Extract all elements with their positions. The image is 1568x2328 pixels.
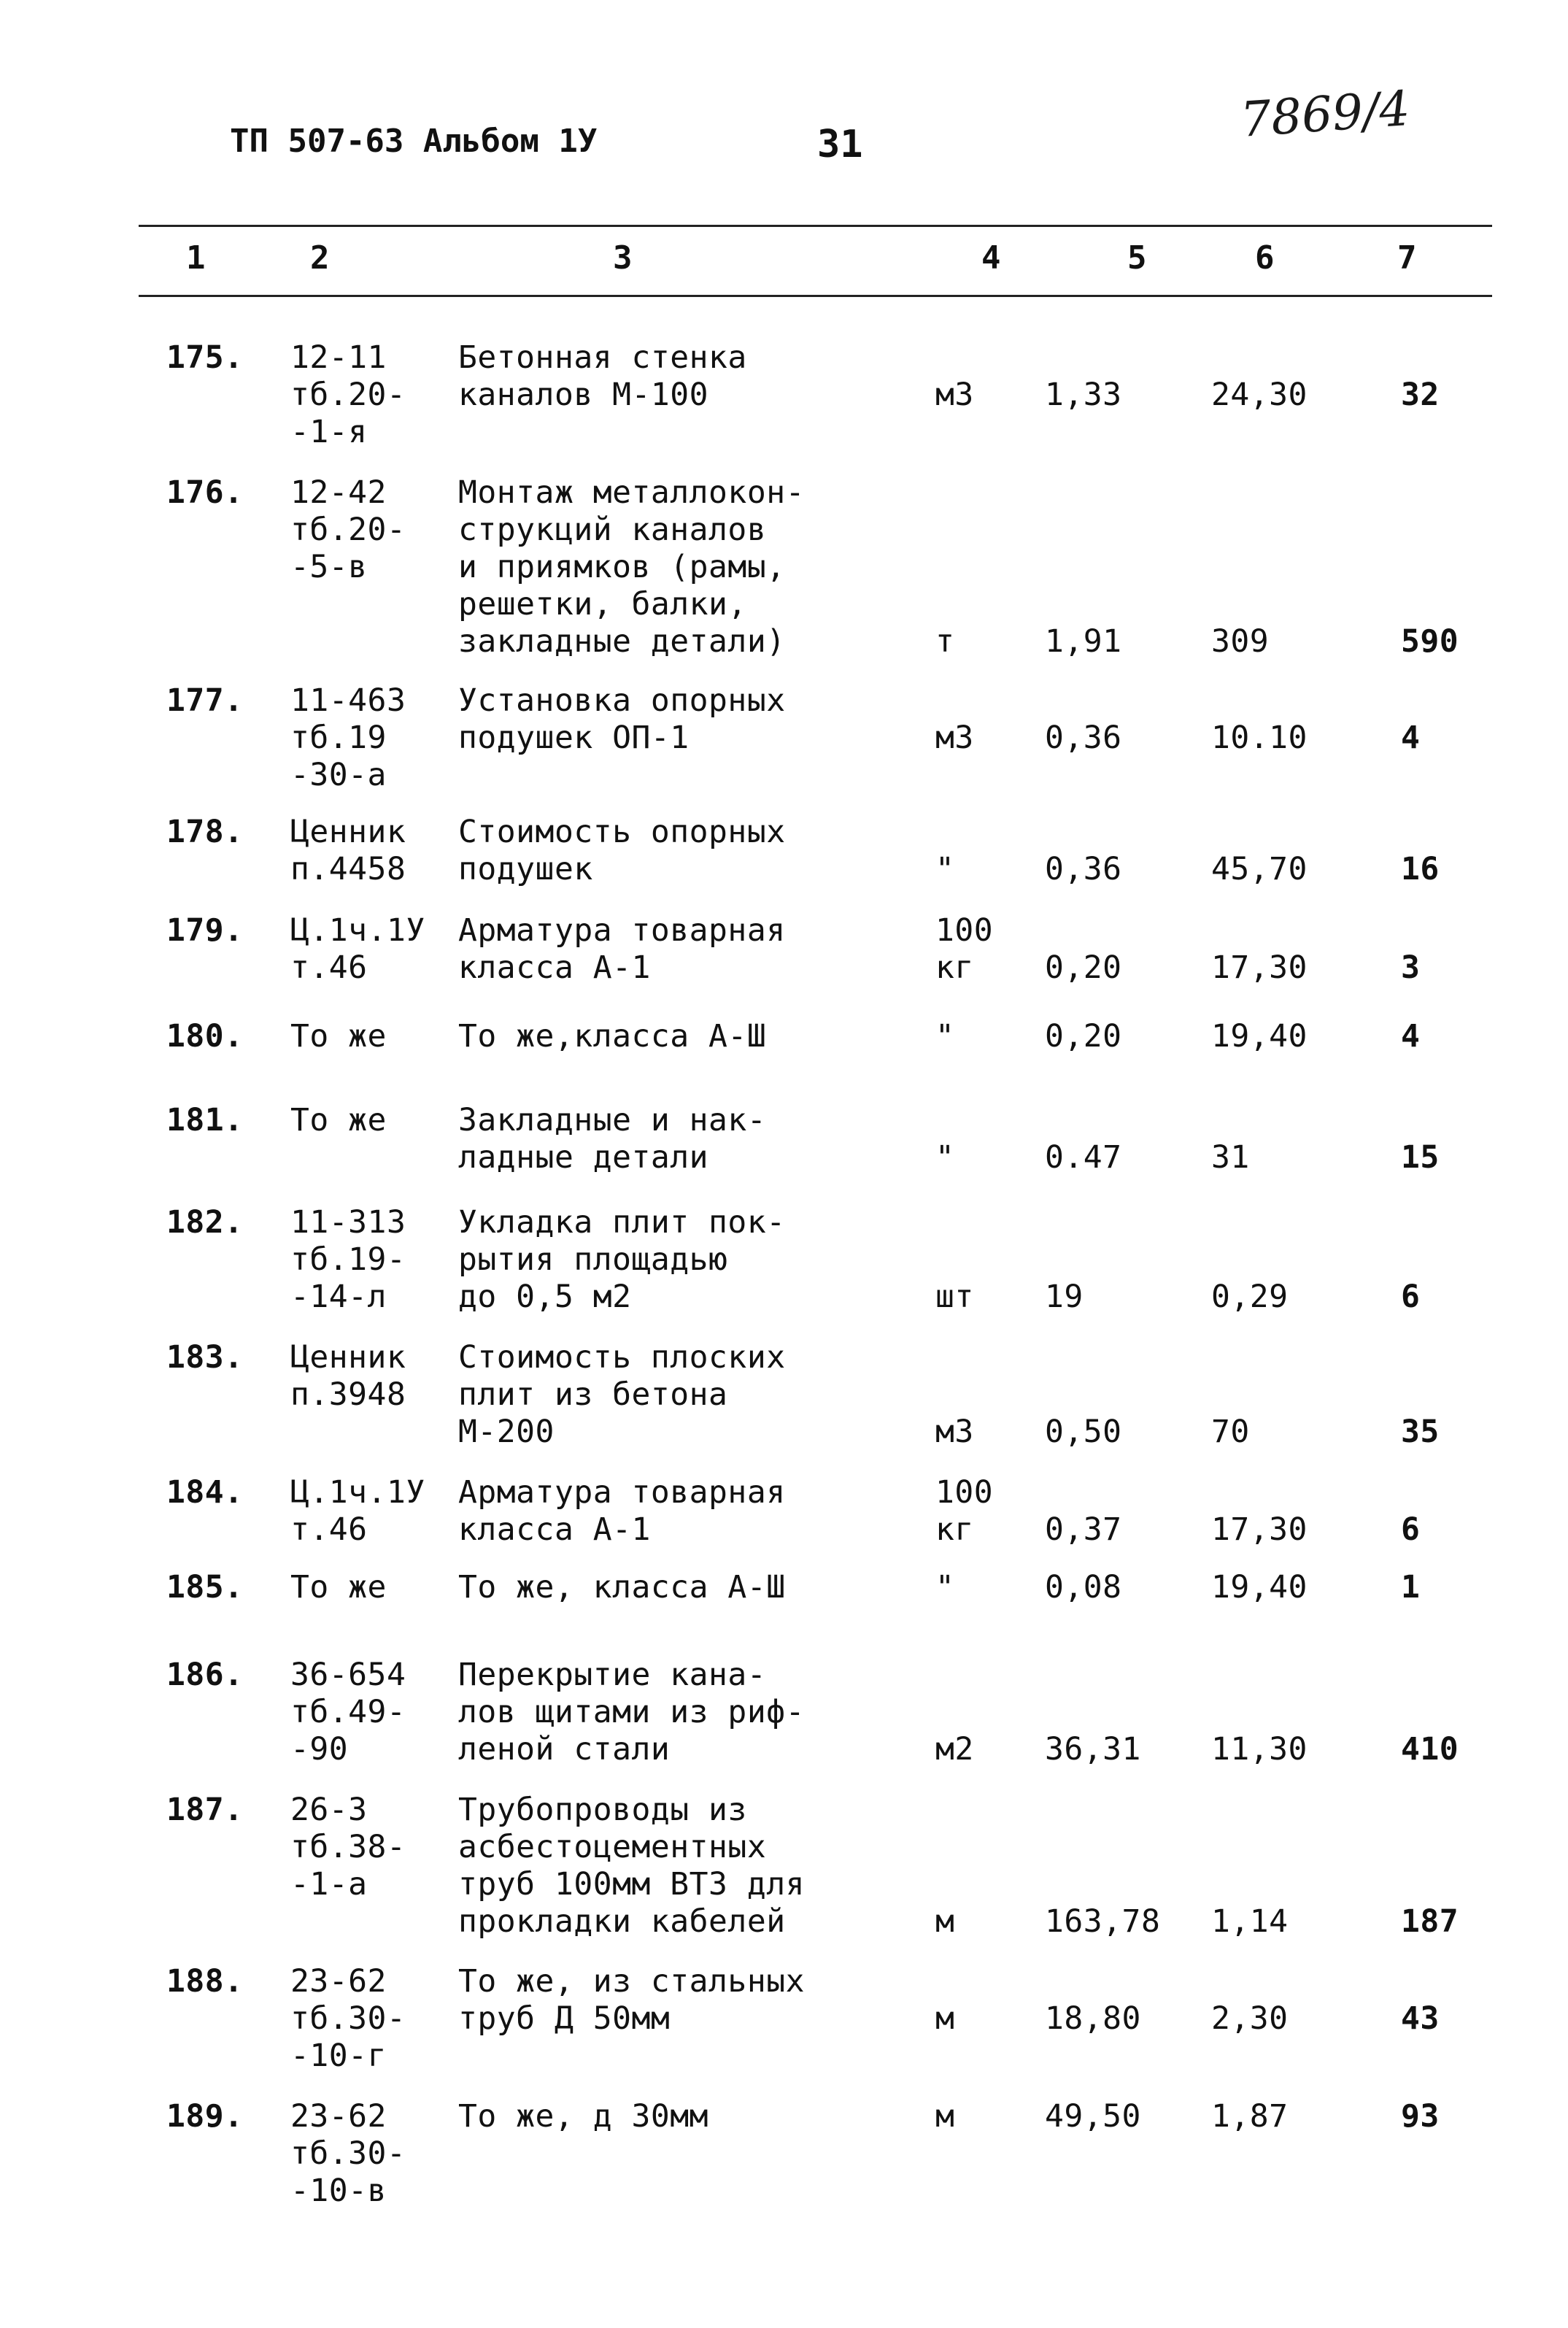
quantity-cell: 49,50 [1045,2098,1141,2135]
total-cost-cell: 4 [1401,720,1421,756]
column-header-4: 4 [981,239,1001,277]
work-description-cell: Закладные и нак- ладные детали [458,1102,767,1176]
unit-price-cell: 45,70 [1211,851,1308,887]
quantity-cell: 163,78 [1045,1903,1161,1940]
quantity-cell: 0,20 [1045,1018,1122,1055]
norm-code-cell: 23-62 тб.30- -10-в [290,2098,406,2209]
row-number-cell: 183. [166,1339,244,1376]
quantity-cell: 19 [1045,1279,1084,1315]
column-header-6: 6 [1255,239,1275,277]
unit-of-measure-cell: " [935,1018,955,1055]
column-header-1: 1 [186,239,206,277]
unit-price-cell: 11,30 [1211,1731,1308,1768]
work-description-cell: Монтаж металлокон- струкций каналов и приямков (рамы, решетки, балки, закладные детали) [458,474,805,660]
quantity-cell: 1,33 [1045,377,1122,413]
total-cost-cell: 6 [1401,1279,1421,1315]
norm-code-cell: 36-654 тб.49- -90 [290,1657,406,1768]
total-cost-cell: 35 [1401,1414,1440,1450]
quantity-cell: 0,50 [1045,1414,1122,1450]
unit-of-measure-cell: м3 [935,377,974,413]
row-number-cell: 186. [166,1657,244,1693]
norm-code-cell: 11-463 тб.19 -30-а [290,682,406,793]
norm-code-cell: То же [290,1018,387,1055]
unit-price-cell: 31 [1211,1139,1250,1176]
quantity-cell: 0,37 [1045,1511,1122,1548]
work-description-cell: Установка опорных подушек ОП-1 [458,682,786,756]
work-description-cell: То же, из стальных труб Д 50мм [458,1963,805,2037]
work-description-cell: Арматура товарная класса А-1 [458,912,786,986]
work-description-cell: Стоимость плоских плит из бетона М-200 [458,1339,786,1450]
unit-of-measure-cell: " [935,1569,955,1606]
unit-price-cell: 2,30 [1211,2000,1289,2037]
column-header-5: 5 [1127,239,1147,277]
row-number-cell: 178. [166,814,244,850]
unit-price-cell: 17,30 [1211,949,1308,986]
quantity-cell: 0,20 [1045,949,1122,986]
norm-code-cell: То же [290,1569,387,1606]
total-cost-cell: 410 [1401,1731,1459,1768]
row-number-cell: 189. [166,2098,244,2135]
norm-code-cell: Ц.1ч.1У т.46 [290,912,425,986]
row-number-cell: 182. [166,1204,244,1241]
unit-of-measure-cell: шт [935,1279,974,1315]
column-header-2: 2 [310,239,330,277]
quantity-cell: 0,36 [1045,851,1122,887]
unit-price-cell: 0,29 [1211,1279,1289,1315]
norm-code-cell: 26-3 тб.38- -1-а [290,1792,406,1903]
unit-of-measure-cell: м2 [935,1731,974,1768]
work-description-cell: Укладка плит пок- рытия площадью до 0,5 м2 [458,1204,786,1315]
total-cost-cell: 32 [1401,377,1440,413]
quantity-cell: 0.47 [1045,1139,1122,1176]
work-description-cell: Стоимость опорных подушек [458,814,786,887]
table-header-rule [139,295,1492,297]
unit-price-cell: 19,40 [1211,1018,1308,1055]
norm-code-cell: То же [290,1102,387,1138]
unit-of-measure-cell: м [935,2000,955,2037]
total-cost-cell: 6 [1401,1511,1421,1548]
unit-price-cell: 309 [1211,623,1270,660]
norm-code-cell: Ц.1ч.1У т.46 [290,1474,425,1548]
unit-price-cell: 19,40 [1211,1569,1308,1606]
quantity-cell: 0,08 [1045,1569,1122,1606]
column-header-3: 3 [613,239,633,277]
total-cost-cell: 16 [1401,851,1440,887]
norm-code-cell: Ценник п.4458 [290,814,406,887]
quantity-cell: 0,36 [1045,720,1122,756]
unit-of-measure-cell: " [935,1139,955,1176]
quantity-cell: 1,91 [1045,623,1122,660]
unit-price-cell: 17,30 [1211,1511,1308,1548]
unit-of-measure-cell: м [935,1903,955,1940]
document-code: ТП 507-63 Альбом 1У [230,123,598,160]
row-number-cell: 185. [166,1569,244,1606]
norm-code-cell: 12-11 тб.20- -1-я [290,339,406,450]
work-description-cell: То же,класса А-Ш [458,1018,767,1055]
unit-of-measure-cell: " [935,851,955,887]
row-number-cell: 179. [166,912,244,949]
unit-price-cell: 10.10 [1211,720,1308,756]
row-number-cell: 175. [166,339,244,376]
work-description-cell: Бетонная стенка каналов М-100 [458,339,747,413]
total-cost-cell: 43 [1401,2000,1440,2037]
row-number-cell: 187. [166,1792,244,1828]
unit-of-measure-cell: т [935,623,955,660]
quantity-cell: 18,80 [1045,2000,1141,2037]
row-number-cell: 184. [166,1474,244,1511]
unit-of-measure-cell: 100 кг [935,912,994,986]
handwritten-reference: 7869/4 [1238,80,1412,149]
unit-price-cell: 70 [1211,1414,1250,1450]
total-cost-cell: 93 [1401,2098,1440,2135]
total-cost-cell: 15 [1401,1139,1440,1176]
norm-code-cell: 23-62 тб.30- -10-г [290,1963,406,2074]
work-description-cell: То же, класса А-Ш [458,1569,786,1606]
total-cost-cell: 187 [1401,1903,1459,1940]
total-cost-cell: 4 [1401,1018,1421,1055]
work-description-cell: Перекрытие кана- лов щитами из риф- леной стали [458,1657,805,1768]
unit-of-measure-cell: м3 [935,720,974,756]
unit-price-cell: 24,30 [1211,377,1308,413]
work-description-cell: Трубопроводы из асбестоцементных труб 100мм ВТ3 для прокладки кабелей [458,1792,805,1940]
total-cost-cell: 3 [1401,949,1421,986]
row-number-cell: 180. [166,1018,244,1055]
row-number-cell: 181. [166,1102,244,1138]
work-description-cell: Арматура товарная класса А-1 [458,1474,786,1548]
unit-price-cell: 1,87 [1211,2098,1289,2135]
column-header-7: 7 [1397,239,1417,277]
total-cost-cell: 590 [1401,623,1459,660]
row-number-cell: 188. [166,1963,244,2000]
norm-code-cell: 11-313 тб.19- -14-л [290,1204,406,1315]
quantity-cell: 36,31 [1045,1731,1141,1768]
unit-of-measure-cell: 100 кг [935,1474,994,1548]
row-number-cell: 176. [166,474,244,511]
norm-code-cell: Ценник п.3948 [290,1339,406,1413]
total-cost-cell: 1 [1401,1569,1421,1606]
unit-price-cell: 1,14 [1211,1903,1289,1940]
row-number-cell: 177. [166,682,244,719]
page-number: 31 [817,123,863,166]
norm-code-cell: 12-42 тб.20- -5-в [290,474,406,585]
table-top-rule [139,225,1492,227]
unit-of-measure-cell: м [935,2098,955,2135]
work-description-cell: То же, д 30мм [458,2098,709,2135]
unit-of-measure-cell: м3 [935,1414,974,1450]
